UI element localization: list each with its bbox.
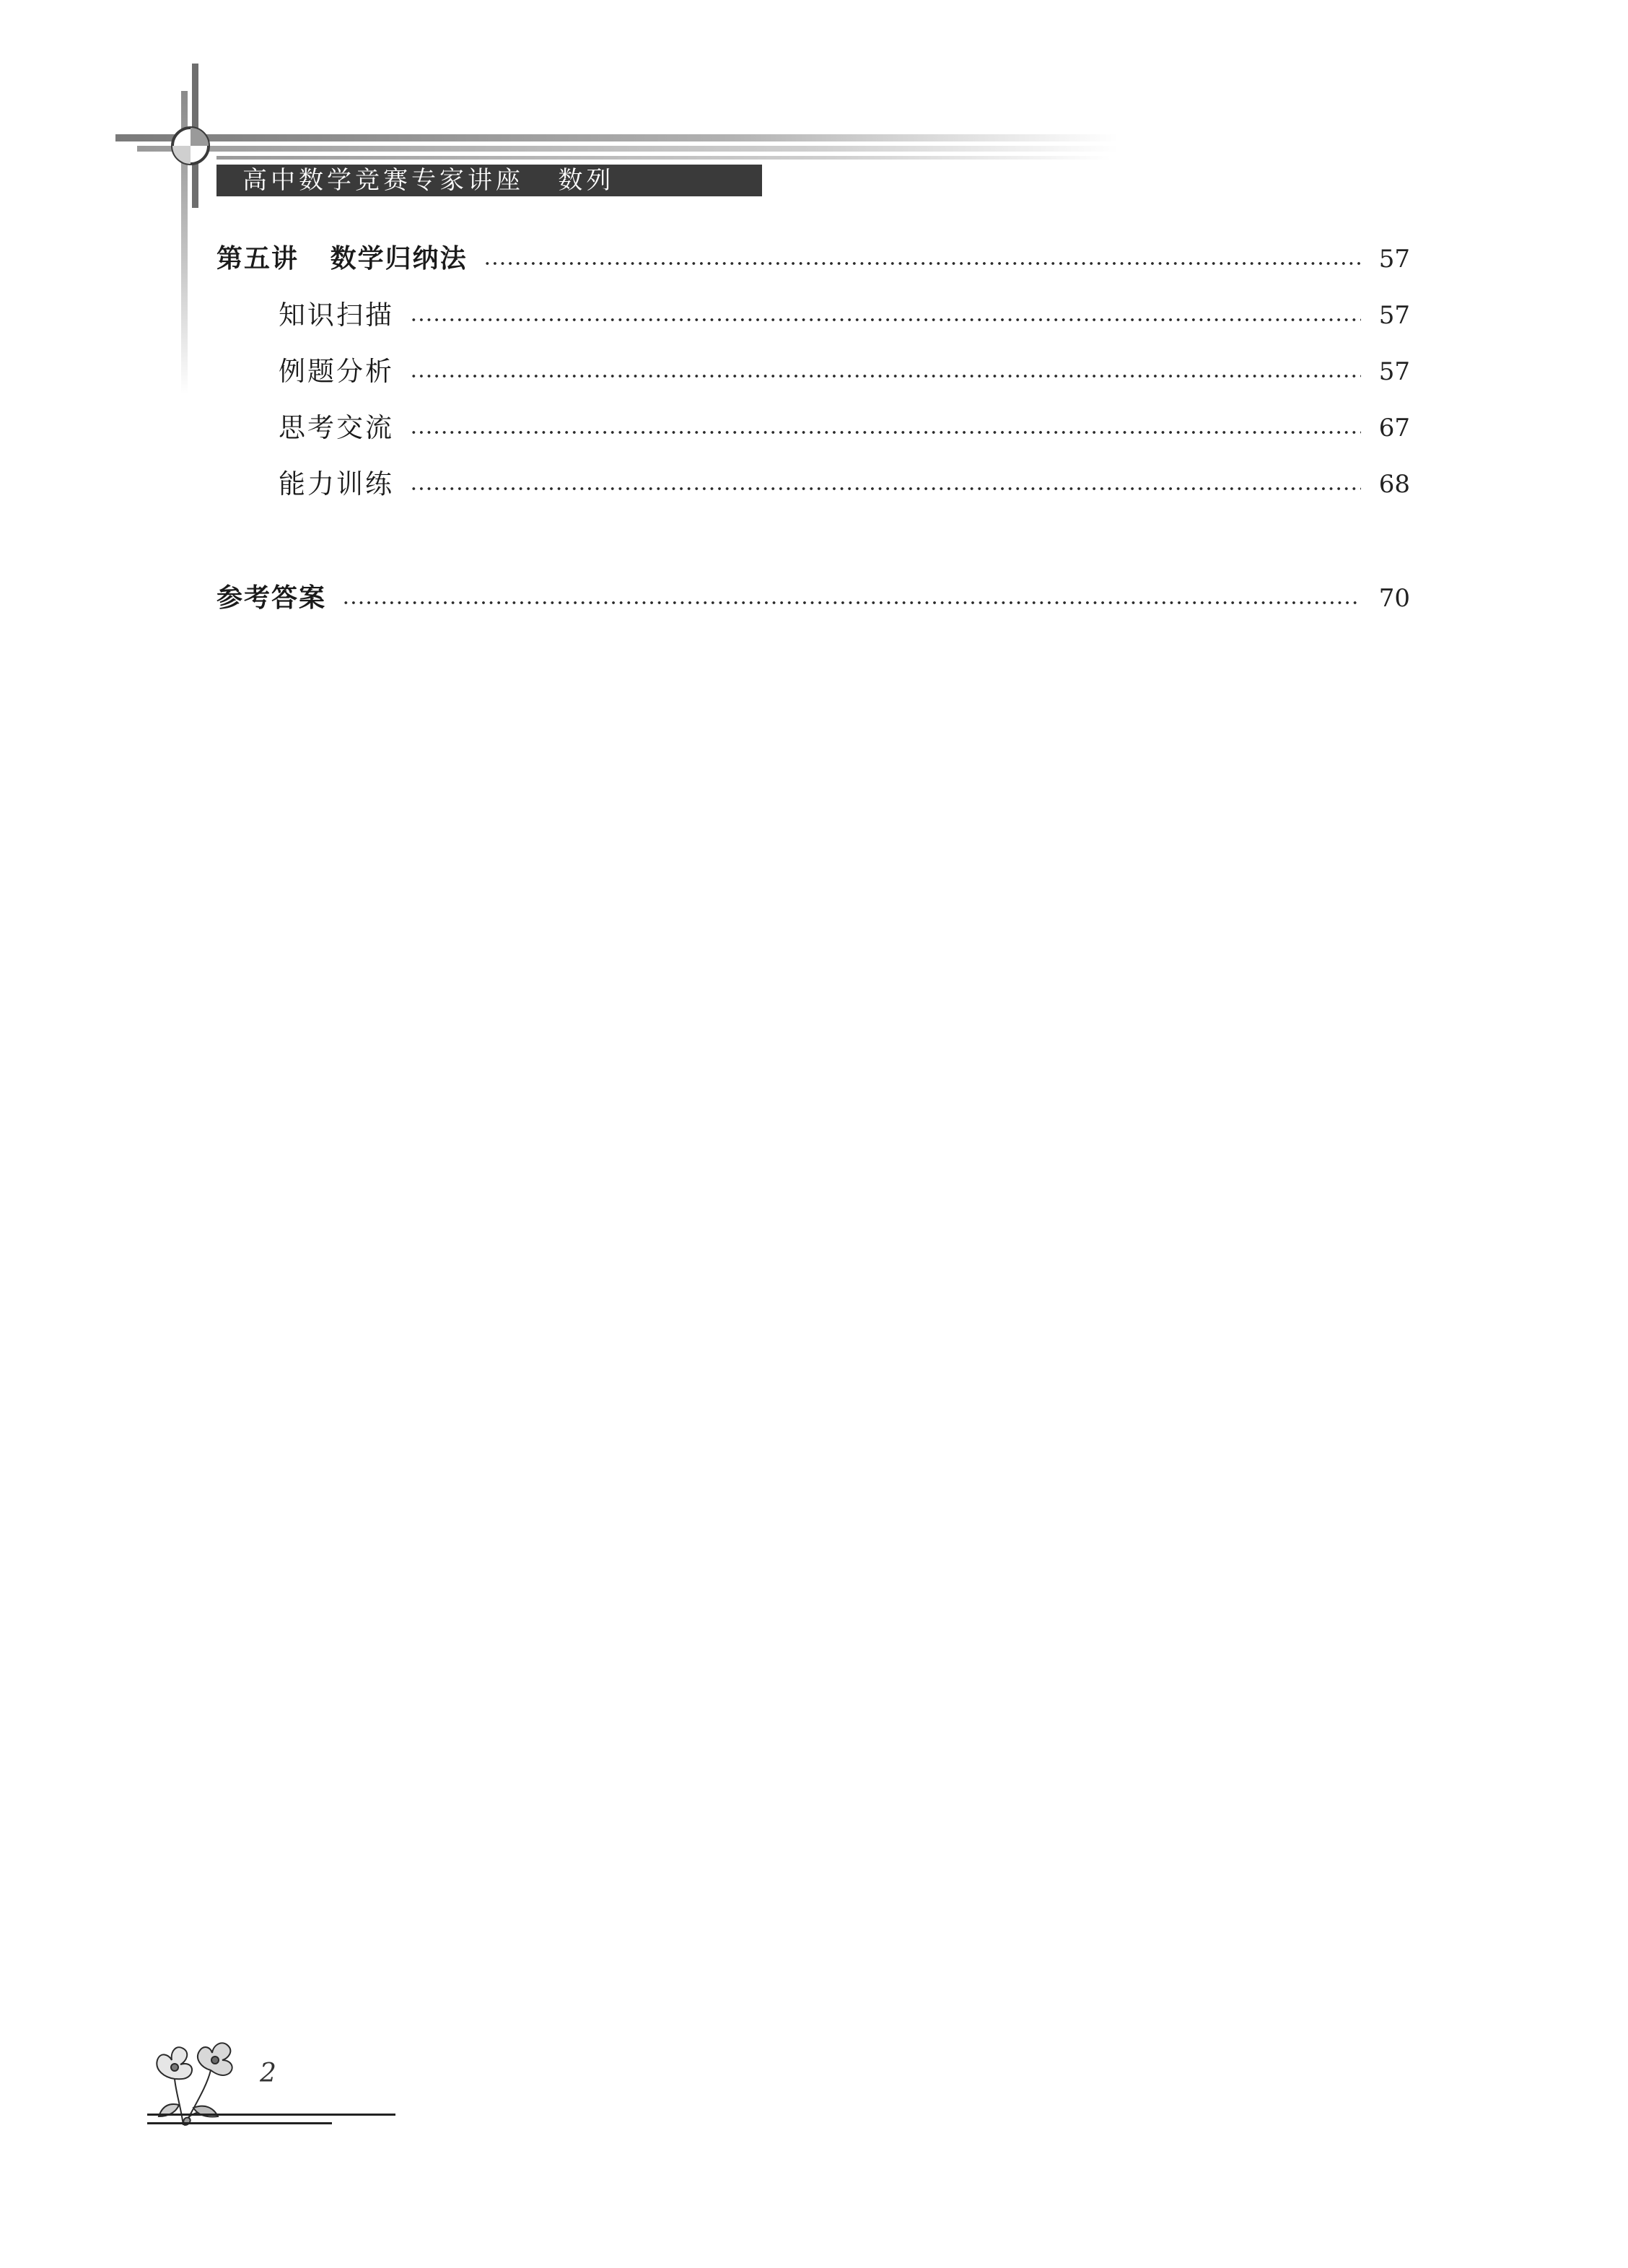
toc-dot-leader [410, 374, 1361, 378]
book-title: 高中数学竞赛专家讲座 数列 [242, 166, 615, 195]
toc-dot-leader [342, 601, 1361, 605]
toc-entry-title: 第五讲 数学归纳法 [216, 244, 468, 274]
toc-entry-title: 能力训练 [279, 468, 394, 500]
toc-entry-knowledge-scan[interactable] [279, 297, 1410, 333]
toc-entry-title: 参考答案 [216, 583, 327, 613]
page-number: 2 [260, 2059, 276, 2088]
toc-entry-title: 例题分析 [279, 356, 394, 387]
toc-dot-leader [483, 261, 1361, 266]
footer-rule [147, 2114, 395, 2116]
toc-entry-discussion[interactable] [279, 410, 1410, 446]
toc-entry-page: 68 [1378, 470, 1410, 499]
toc-entry-title: 知识扫描 [279, 300, 394, 331]
toc-dot-leader [410, 487, 1361, 491]
footer-rule-short [147, 2122, 332, 2124]
toc-entry-page: 57 [1378, 245, 1410, 274]
toc-entry-page: 67 [1378, 414, 1410, 442]
header-ornament [0, 0, 1155, 404]
toc-dot-leader [410, 430, 1361, 435]
toc-entry-page: 57 [1378, 301, 1410, 330]
toc-entry-page: 57 [1378, 357, 1410, 386]
toc-entry-page: 70 [1378, 584, 1410, 613]
toc-entry-ability-training[interactable] [279, 466, 1410, 502]
toc-entry-answers[interactable] [216, 580, 1410, 616]
toc-entry-title: 思考交流 [279, 412, 394, 443]
toc-entry-example-analysis[interactable] [279, 354, 1410, 390]
toc-entry-chapter-5[interactable] [216, 241, 1410, 277]
toc-dot-leader [410, 318, 1361, 322]
book-title-bar [216, 165, 762, 196]
